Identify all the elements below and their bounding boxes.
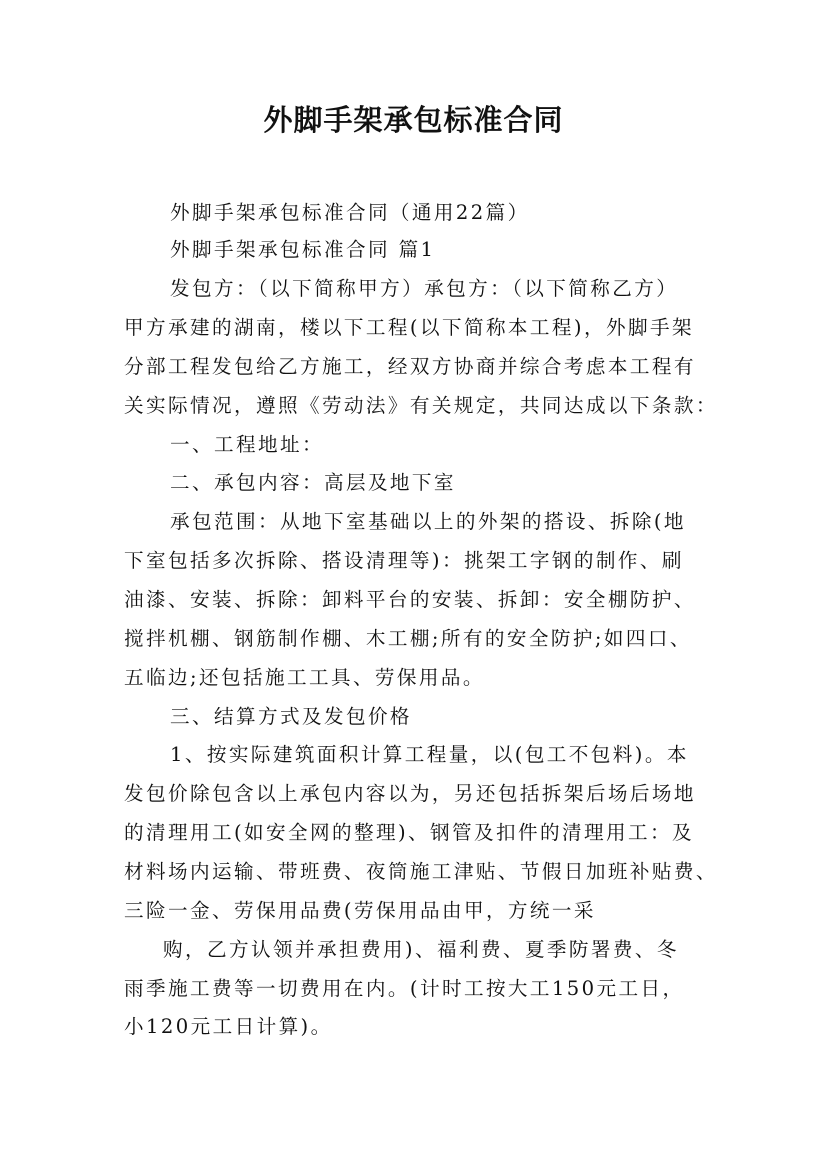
paragraph-line: 承包范围：从地下室基础以上的外架的搭设、拆除(地 (170, 510, 686, 533)
paragraph-line: 分部工程发包给乙方施工，经双方协商并综合考虑本工程有 (124, 355, 696, 378)
paragraph-line: 雨季施工费等一切费用在内。(计时工按大工150元工日， (124, 977, 685, 1000)
paragraph-line: 油漆、安装、拆除：卸料平台的安装、拆卸：安全棚防护、 (124, 588, 696, 611)
paragraph-line: 发包方：（以下简称甲方）承包方：（以下简称乙方） (170, 277, 679, 300)
paragraph-line: 三险一金、劳保用品费(劳保用品由甲，方统一采 (124, 899, 596, 922)
paragraph-line: 材料场内运输、带班费、夜筒施工津贴、节假日加班补贴费、 (124, 860, 718, 883)
subtitle-line: 外脚手架承包标准合同（通用22篇） (170, 201, 530, 224)
paragraph-line: 关实际情况，遵照《劳动法》有关规定，共同达成以下条款： (124, 394, 718, 417)
paragraph-line: 下室包括多次拆除、搭设清理等)：挑架工字钢的制作、刷 (124, 549, 684, 572)
paragraph-line: 1、按实际建筑面积计算工程量，以(包工不包料)。本 (170, 743, 689, 766)
clause-heading: 三、结算方式及发包价格 (170, 705, 412, 728)
paragraph-line: 发包价除包含以上承包内容以为，另还包括拆架后场后场地 (124, 782, 696, 805)
paragraph-line: 的清理用工(如安全网的整理)、钢管及扣件的清理用工：及 (124, 821, 694, 844)
clause-heading: 二、承包内容：高层及地下室 (170, 471, 456, 494)
clause-heading: 一、工程地址： (170, 433, 324, 456)
paragraph-line: 小120元工日计算)。 (124, 1015, 333, 1038)
document-title: 外脚手架承包标准合同 (263, 103, 564, 137)
paragraph-line: 五临边;还包括施工工具、劳保用品。 (124, 666, 485, 689)
paragraph-line: 搅拌机棚、钢筋制作棚、木工棚;所有的安全防护;如四口、 (124, 627, 692, 650)
paragraph-line: 购，乙方认领并承担费用)、福利费、夏季防署费、冬 (163, 938, 679, 961)
section-heading: 外脚手架承包标准合同 篇1 (170, 238, 436, 261)
paragraph-line: 甲方承建的湖南，楼以下工程(以下简称本工程)，外脚手架 (124, 316, 694, 339)
